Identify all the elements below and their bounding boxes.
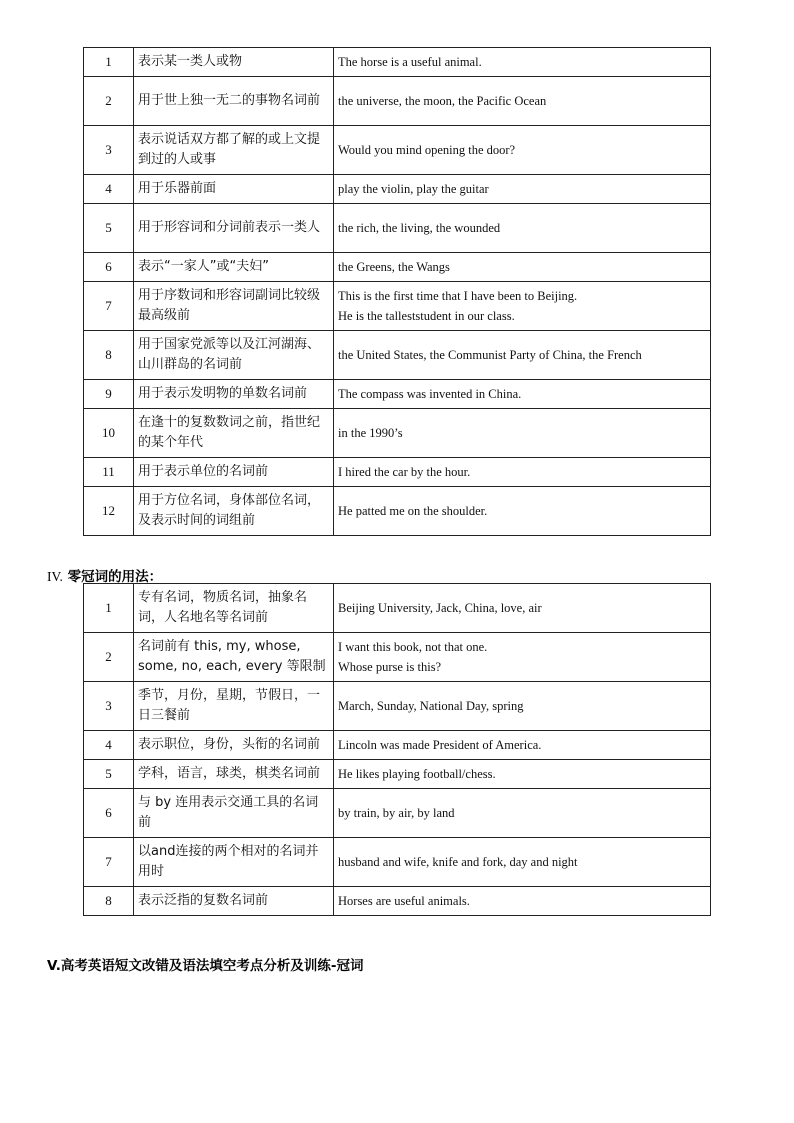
usage-cell: 季节，月份，星期，节假日，一日三餐前 [134,682,334,731]
example-line: Would you mind opening the door? [338,143,516,157]
table-row [84,409,711,458]
row-number: 9 [84,380,134,409]
example-line: Horses are useful animals. [338,894,470,908]
table-row [84,204,711,253]
section-heading-zero-article [47,565,162,585]
usage-cell: 表示“一家人”或“夫妇” [134,253,334,282]
example-cell [334,458,711,487]
example-line: He patted me on the shoulder. [338,504,488,518]
table-row [84,584,711,633]
zero-article-table [83,583,711,916]
row-number: 3 [84,682,134,731]
table-row [84,633,711,682]
row-number: 11 [84,458,134,487]
table-row [84,126,711,175]
example-cell [334,487,711,536]
usage-cell: 用于世上独一无二的事物名词前 [134,77,334,126]
row-number: 6 [84,253,134,282]
table-row [84,253,711,282]
row-number: 3 [84,126,134,175]
example-line: He likes playing football/chess. [338,767,496,781]
row-number: 7 [84,838,134,887]
example-line: The horse is a useful animal. [338,55,482,69]
table-row [84,760,711,789]
example-cell [334,253,711,282]
table-row [84,331,711,380]
example-line: Whose purse is this? [338,660,442,674]
example-line: March, Sunday, National Day, spring [338,699,524,713]
table-row [84,682,711,731]
table-row [84,887,711,916]
usage-cell: 表示某一类人或物 [134,48,334,77]
usage-cell: 用于乐器前面 [134,175,334,204]
usage-cell: 表示泛指的复数名词前 [134,887,334,916]
example-cell [334,204,711,253]
table-row [84,458,711,487]
example-line: husband and wife, knife and fork, day and night [338,855,578,869]
row-number: 2 [84,633,134,682]
example-line: the Greens, the Wangs [338,260,450,274]
example-line: Lincoln was made President of America. [338,738,542,752]
table-row [84,282,711,331]
usage-cell: 用于表示单位的名词前 [134,458,334,487]
example-cell [334,760,711,789]
section-heading-exercise: V.高考英语短文改错及语法填空考点分析及训练-冠词 [47,958,364,974]
example-line: the United States, the Communist Party of China, the French [338,348,642,362]
row-number: 6 [84,789,134,838]
usage-cell: 专有名词，物质名词，抽象名词，人名地名等名词前 [134,584,334,633]
usage-cell: 与 by 连用表示交通工具的名词前 [134,789,334,838]
example-cell [334,380,711,409]
usage-cell: 表示说话双方都了解的或上文提到过的人或事 [134,126,334,175]
usage-cell: 用于国家党派等以及江河湖海、山川群岛的名词前 [134,331,334,380]
row-number: 2 [84,77,134,126]
example-line: This is the first time that I have been to Beijing. [338,289,578,303]
example-cell [334,126,711,175]
example-cell [334,887,711,916]
section-title: 零冠词的用法： [67,569,163,585]
table-row [84,48,711,77]
row-number: 8 [84,331,134,380]
example-line: He is the talleststudent in our class. [338,309,515,323]
row-number: 4 [84,175,134,204]
usage-cell: 表示职位，身份，头衔的名词前 [134,731,334,760]
definite-article-table [83,47,711,536]
table-row [84,731,711,760]
row-number: 4 [84,731,134,760]
example-cell [334,282,711,331]
row-number: 12 [84,487,134,536]
example-cell [334,682,711,731]
example-line: the universe, the moon, the Pacific Ocean [338,94,547,108]
usage-cell: 在逢十的复数数词之前，指世纪的某个年代 [134,409,334,458]
example-cell [334,731,711,760]
usage-cell: 用于方位名词，身体部位名词，及表示时间的词组前 [134,487,334,536]
row-number: 1 [84,48,134,77]
table-row [84,838,711,887]
example-line: by train, by air, by land [338,806,455,820]
example-cell [334,77,711,126]
example-cell [334,838,711,887]
row-number: 1 [84,584,134,633]
example-line: I want this book, not that one. [338,640,488,654]
example-cell [334,175,711,204]
example-cell [334,409,711,458]
usage-cell: 用于序数词和形容词副词比较级最高级前 [134,282,334,331]
usage-cell: 用于形容词和分词前表示一类人 [134,204,334,253]
table-row [84,789,711,838]
example-cell [334,789,711,838]
example-line: The compass was invented in China. [338,387,522,401]
table-row [84,487,711,536]
example-line: I hired the car by the hour. [338,465,471,479]
usage-cell: 名词前有 this, my, whose, some, no, each, every 等限制 [134,633,334,682]
row-number: 8 [84,887,134,916]
example-line: play the violin, play the guitar [338,182,489,196]
row-number: 5 [84,760,134,789]
example-line: in the 1990’s [338,426,403,440]
table-row [84,175,711,204]
example-cell [334,331,711,380]
usage-cell: 以and连接的两个相对的名词并用时 [134,838,334,887]
row-number: 7 [84,282,134,331]
usage-cell: 学科，语言，球类，棋类名词前 [134,760,334,789]
usage-cell: 用于表示发明物的单数名词前 [134,380,334,409]
row-number: 10 [84,409,134,458]
example-cell [334,633,711,682]
table-row [84,77,711,126]
table-row [84,380,711,409]
example-line: the rich, the living, the wounded [338,221,501,235]
example-cell [334,584,711,633]
section-prefix: IV. [47,569,63,584]
example-line: Beijing University, Jack, China, love, air [338,601,542,615]
example-cell [334,48,711,77]
row-number: 5 [84,204,134,253]
